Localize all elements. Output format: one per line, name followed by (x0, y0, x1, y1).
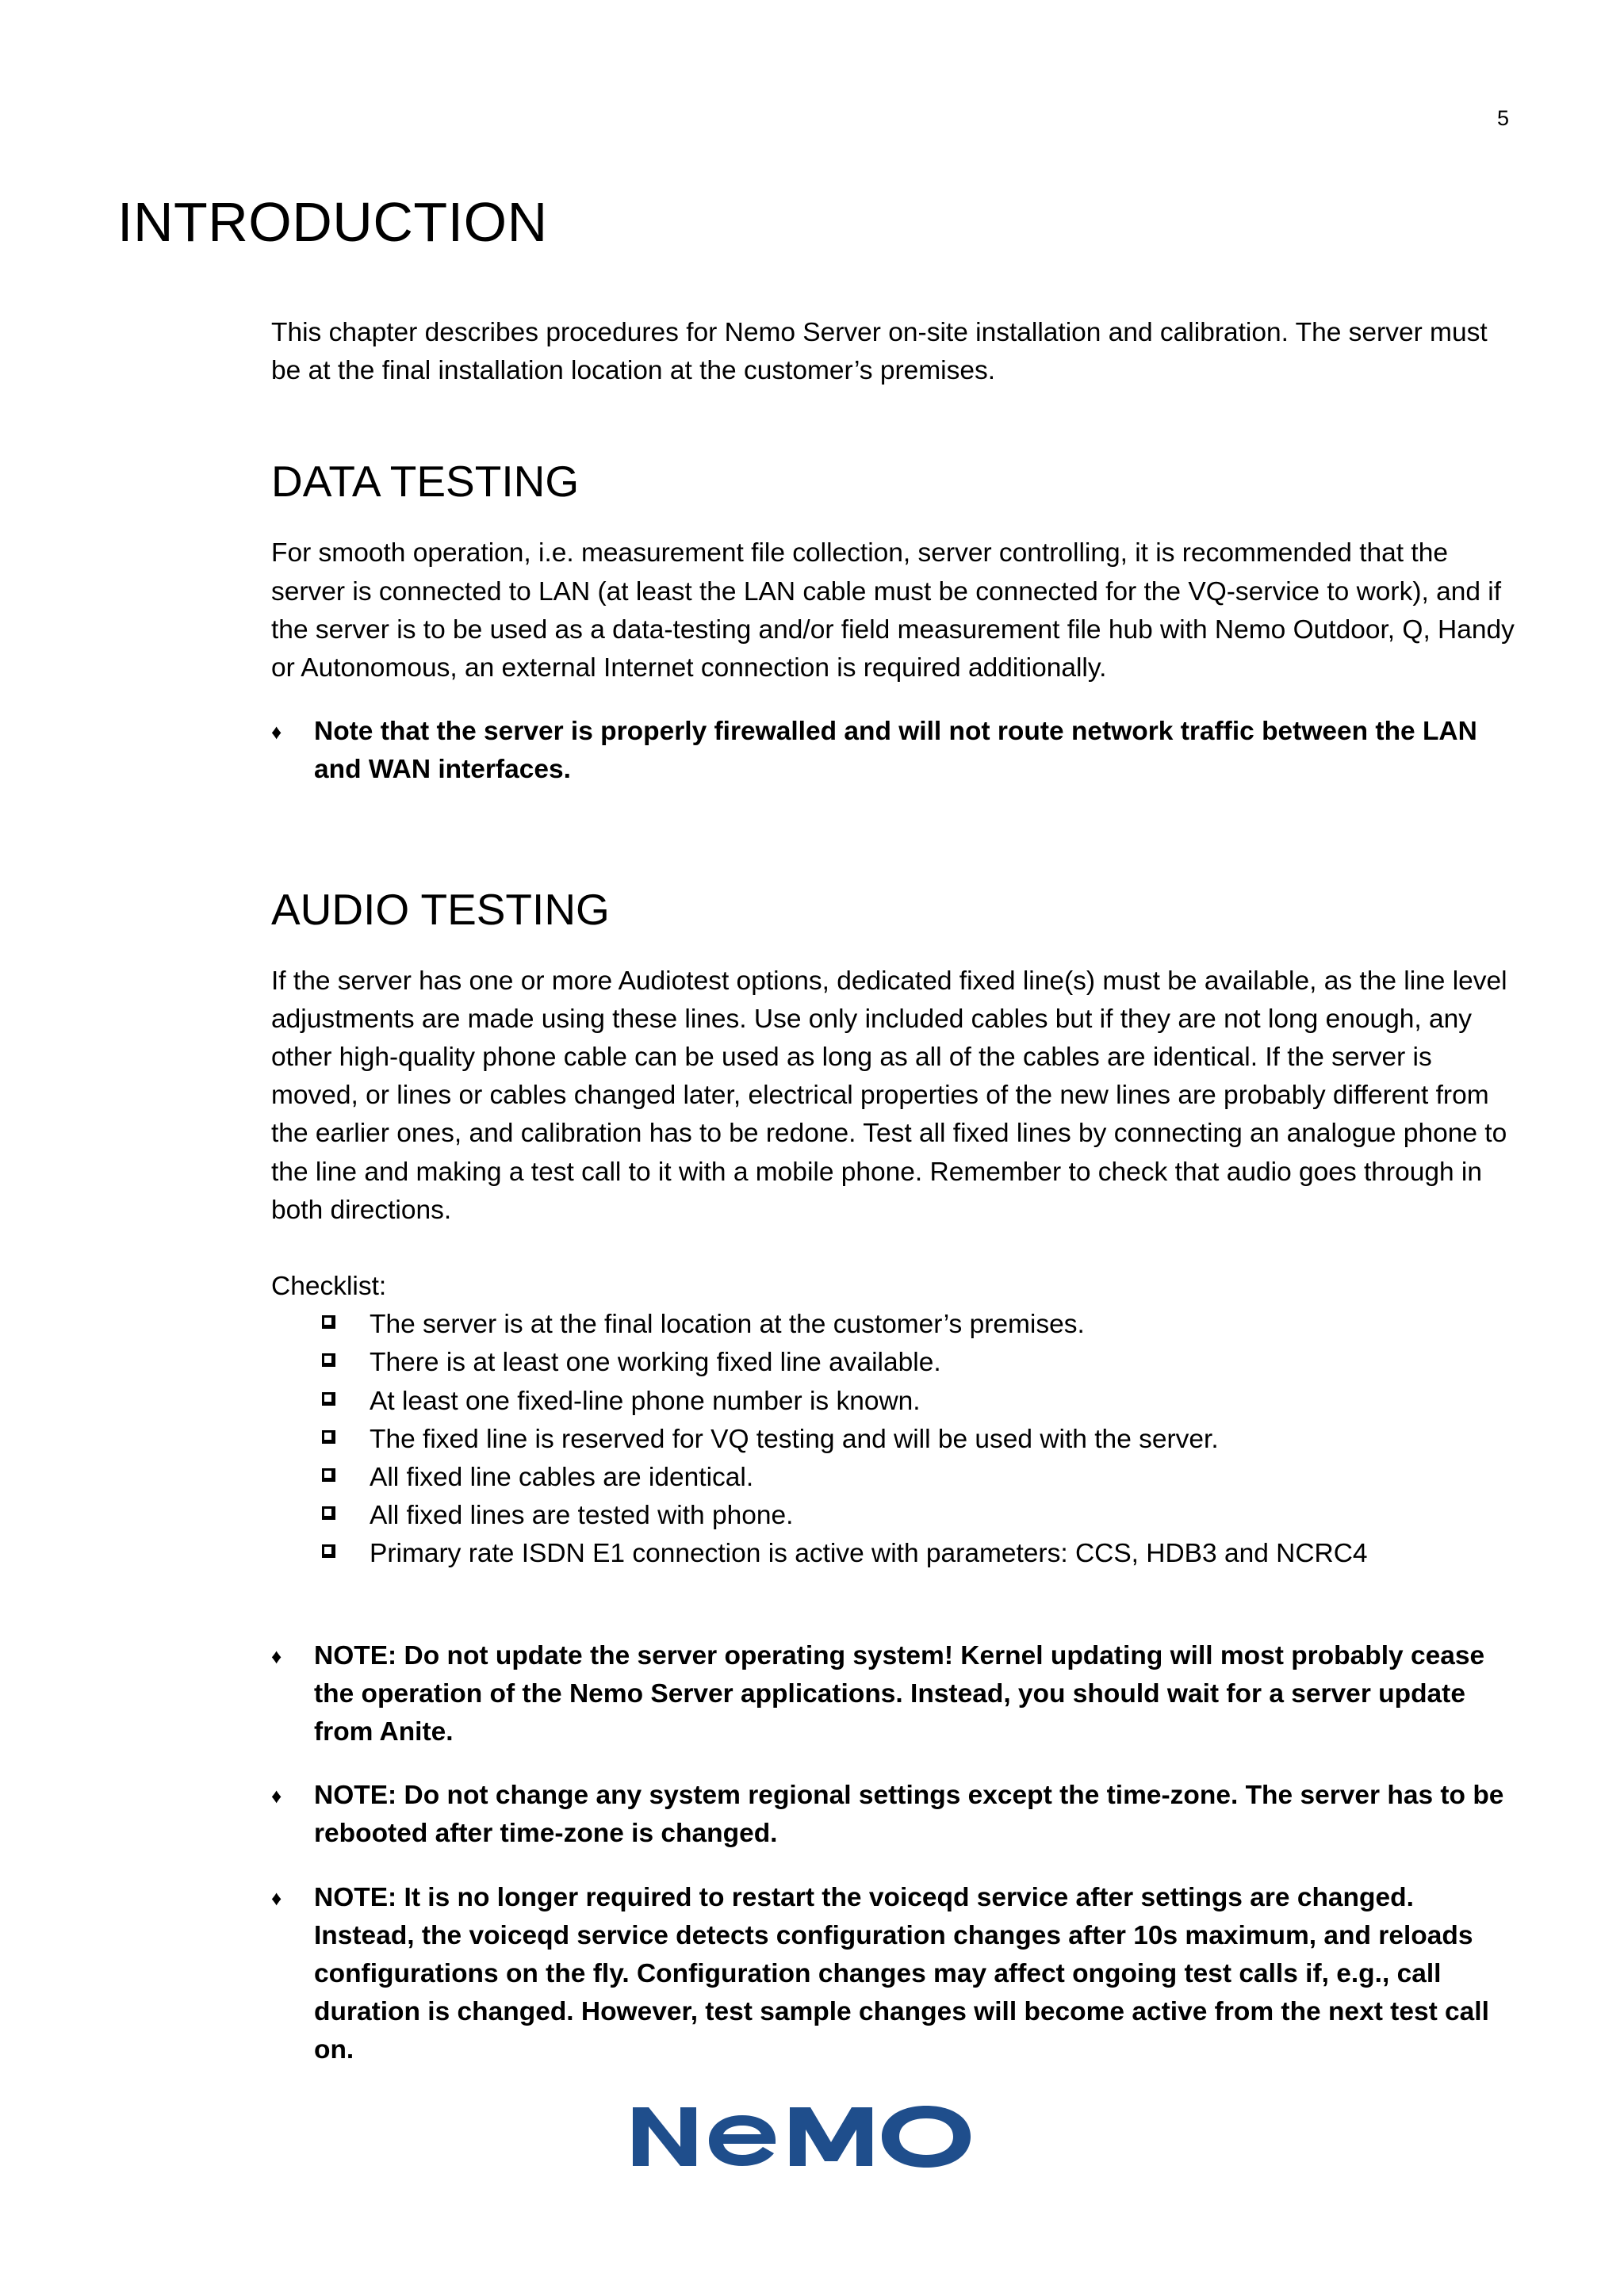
diamond-bullet-icon: ♦ (271, 1644, 282, 1668)
checklist-item (322, 1459, 1516, 1497)
note-regional-settings (271, 1777, 1516, 1853)
checklist-item (322, 1535, 1516, 1573)
page-number: 5 (1496, 106, 1509, 130)
data-testing-paragraph: For smooth operation, i.e. measurement file collection, server controlling, it is recommended that the server is connected to LAN (at least the LAN cable must be connected for the VQ-service to work), and if the server is to be used as a data-testing and/or field measurement file hub with Nemo Outdoor, Q, Handy or Autonomous, an external Internet connection is required additionally. (271, 538, 1515, 683)
note-text: NOTE: It is no longer required to restart the voiceqd service after settings are changed. Instead, the voiceqd service detects configuration changes after 10s maximum, and reloads configurations on the fly. Configuration changes may affect ongoing test calls if, e.g., call duration is changed. However, test sample changes will become active from the next test call on. (314, 1882, 1489, 2065)
checkbox-icon (322, 1315, 335, 1329)
intro-paragraph: This chapter describes procedures for Nemo Server on-site installation and calibration. The server must be at the final installation location at the customer’s premises. (271, 318, 1488, 386)
section-heading-audio-testing: AUDIO TESTING (271, 884, 610, 934)
diamond-bullet-icon: ♦ (271, 1885, 282, 1910)
checklist-label: Checklist: (271, 1272, 387, 1302)
checklist-item (322, 1344, 1516, 1382)
nemo-logo-letters (633, 2106, 971, 2168)
section-heading-data-testing: DATA TESTING (271, 457, 580, 507)
checkbox-icon (322, 1353, 335, 1367)
note-text: Note that the server is properly firewalled and will not route network traffic between the LAN and WAN interfaces. (314, 717, 1477, 785)
checklist-item-text: Primary rate ISDN E1 connection is active with parameters: CCS, HDB3 and NCRC4 (370, 1539, 1368, 1569)
checklist-item (322, 1421, 1516, 1459)
logo-letter-n (633, 2107, 696, 2166)
checklist-item-text: The server is at the final location at the customer’s premises. (370, 1310, 1085, 1340)
checkbox-icon (322, 1506, 335, 1520)
checklist-item-text: At least one fixed-line phone number is known. (370, 1386, 921, 1416)
checkbox-icon (322, 1392, 335, 1406)
note-firewall (271, 713, 1516, 789)
checklist-item-text: All fixed line cables are identical. (370, 1463, 754, 1492)
checklist-item (322, 1497, 1516, 1535)
note-os-update (271, 1637, 1516, 1752)
page-title: INTRODUCTION (117, 191, 548, 253)
checklist (271, 1306, 1516, 1573)
checkbox-icon (322, 1430, 335, 1444)
note-text: NOTE: Do not change any system regional settings except the time-zone. The server has to be rebooted after time-zone is changed. (314, 1781, 1504, 1849)
checkbox-icon (322, 1468, 335, 1482)
checklist-item (322, 1306, 1516, 1344)
main-content (271, 314, 1516, 2070)
checklist-item-text: There is at least one working fixed line available. (370, 1348, 941, 1378)
checklist-item-text: All fixed lines are tested with phone. (370, 1501, 794, 1531)
logo-letter-o (882, 2106, 971, 2168)
diamond-bullet-icon: ♦ (271, 720, 282, 744)
nemo-logo (630, 2103, 979, 2171)
diamond-bullet-icon: ♦ (271, 1784, 282, 1808)
note-text: NOTE: Do not update the server operating system! Kernel updating will most probably cease the operation of the Nemo Server applications. Instead, you should wait for a server update from Anite. (314, 1640, 1485, 1747)
logo-letter-e (709, 2115, 776, 2166)
checklist-item (322, 1383, 1516, 1421)
note-voiceqd-service (271, 1879, 1516, 2070)
logo-letter-m (790, 2107, 872, 2166)
audio-testing-paragraph: If the server has one or more Audiotest options, dedicated fixed line(s) must be available, as the line level adjustments are made using these lines. Use only included cables but if they are not long enough, any other high-quality phone cable can be used as long as all of the cables are identical. If the server is moved, or lines or cables changed later, electrical properties of the new lines are probably different from the earlier ones, and calibration has to be redone. Test all fixed lines by connecting an analogue phone to the line and making a test call to it with a mobile phone. Remember to check that audio goes through in both directions. (271, 966, 1507, 1225)
checklist-item-text: The fixed line is reserved for VQ testing and will be used with the server. (370, 1424, 1219, 1454)
checkbox-icon (322, 1544, 335, 1558)
